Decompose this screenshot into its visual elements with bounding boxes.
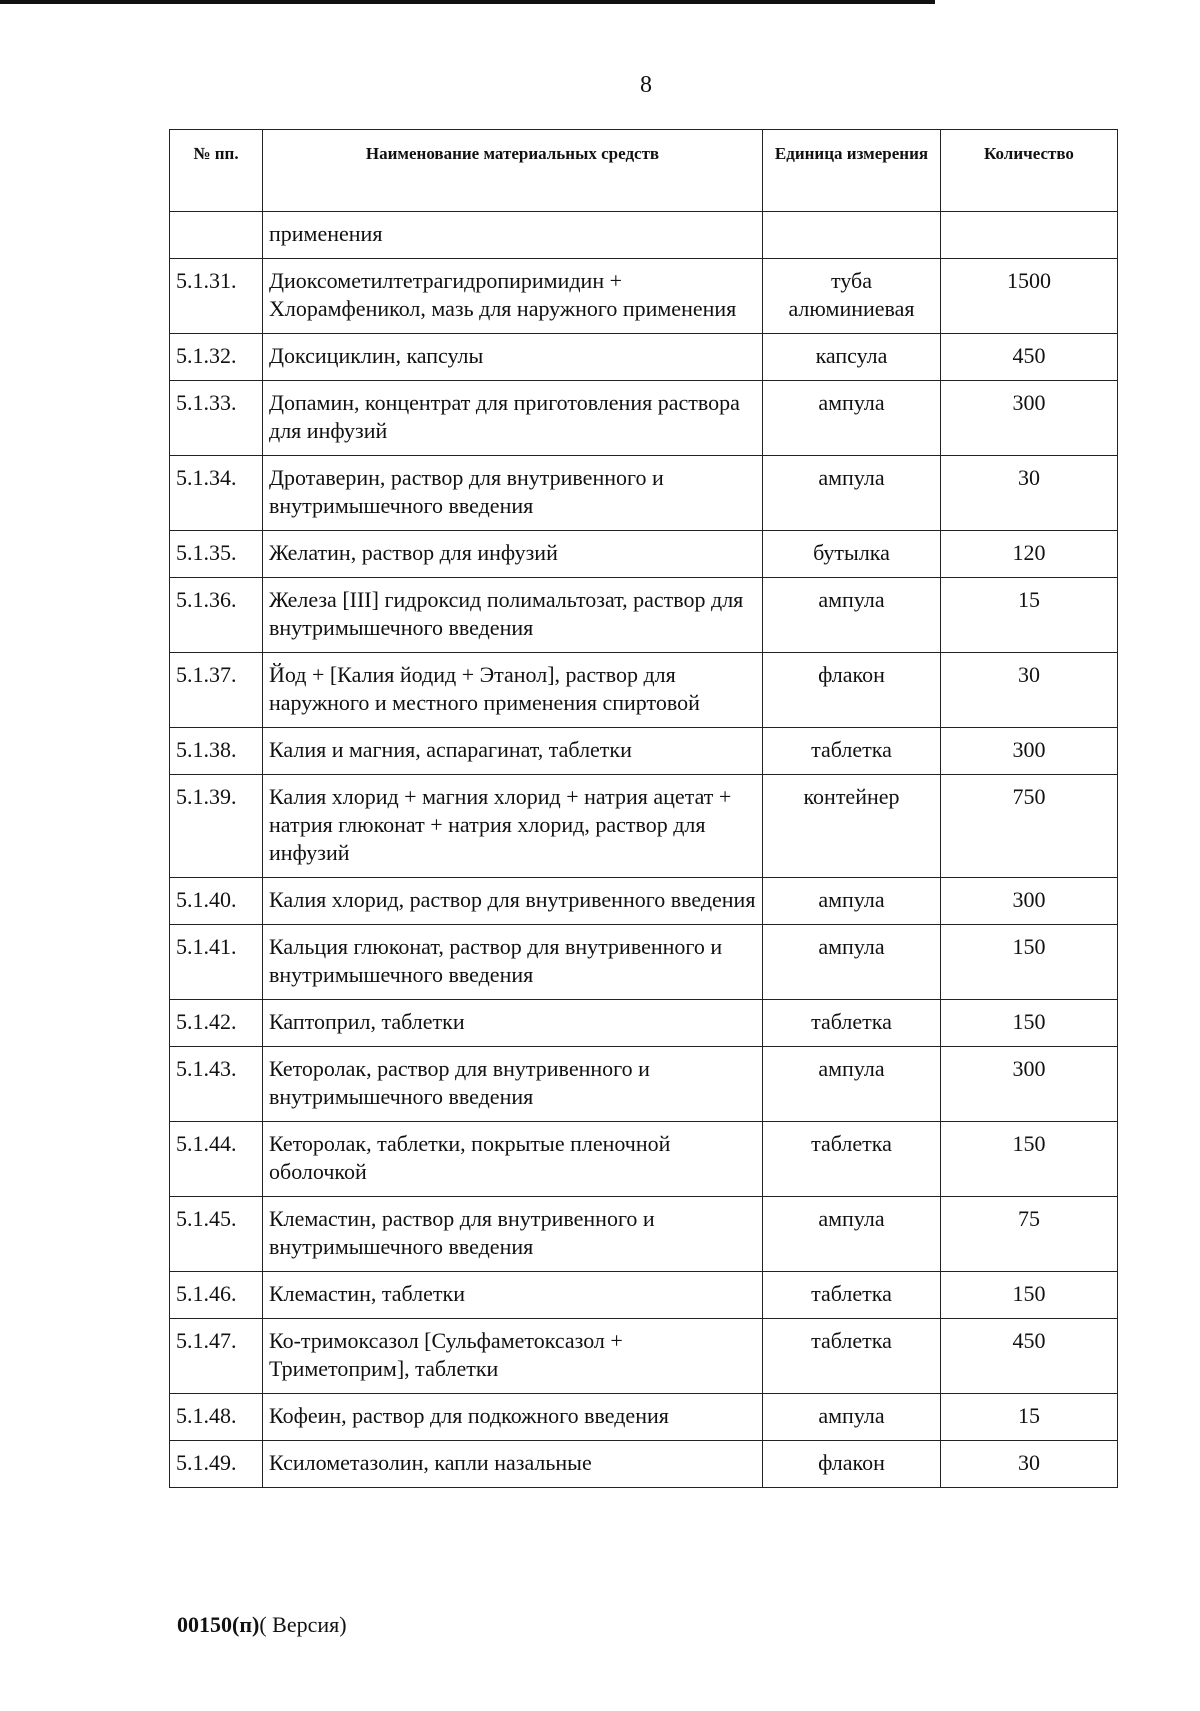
table-row — [170, 531, 1118, 578]
cell-unit: флакон — [763, 1441, 941, 1488]
cell-num: 5.1.36. — [170, 578, 263, 653]
table-body — [170, 212, 1118, 1488]
table-row — [170, 456, 1118, 531]
table-row — [170, 334, 1118, 381]
cell-name: Железа [III] гидроксид полимальтозат, раствор для внутримышечного введения — [263, 578, 763, 653]
table-row — [170, 1441, 1118, 1488]
table-row — [170, 775, 1118, 878]
cell-num: 5.1.39. — [170, 775, 263, 878]
cell-qty: 150 — [941, 1272, 1118, 1319]
cell-name: Кеторолак, таблетки, покрытые пленочной оболочкой — [263, 1122, 763, 1197]
cell-qty: 150 — [941, 1000, 1118, 1047]
header-unit: Единица измерения — [763, 130, 941, 212]
table-row — [170, 878, 1118, 925]
cell-name: Каптоприл, таблетки — [263, 1000, 763, 1047]
cell-name: Йод + [Калия йодид + Этанол], раствор для наружного и местного применения спиртовой — [263, 653, 763, 728]
table-row — [170, 1272, 1118, 1319]
cell-num: 5.1.46. — [170, 1272, 263, 1319]
cell-name: Кеторолак, раствор для внутривенного и внутримышечного введения — [263, 1047, 763, 1122]
cell-name: Клемастин, раствор для внутривенного и внутримышечного введения — [263, 1197, 763, 1272]
cell-unit: ампула — [763, 878, 941, 925]
table-row — [170, 1394, 1118, 1441]
top-rule — [0, 0, 935, 4]
cell-num: 5.1.34. — [170, 456, 263, 531]
cell-unit — [763, 212, 941, 259]
cell-num — [170, 212, 263, 259]
table-row — [170, 925, 1118, 1000]
cell-num: 5.1.43. — [170, 1047, 263, 1122]
cell-qty: 300 — [941, 1047, 1118, 1122]
materials-table — [169, 129, 1118, 1488]
cell-qty: 150 — [941, 925, 1118, 1000]
table-header-row — [170, 130, 1118, 212]
cell-qty: 300 — [941, 728, 1118, 775]
cell-unit: ампула — [763, 1047, 941, 1122]
table-row — [170, 1000, 1118, 1047]
cell-qty: 30 — [941, 653, 1118, 728]
cell-unit: ампула — [763, 1197, 941, 1272]
cell-unit: туба алюминиевая — [763, 259, 941, 334]
table-row — [170, 1122, 1118, 1197]
cell-name: Калия и магния, аспарагинат, таблетки — [263, 728, 763, 775]
cell-num: 5.1.44. — [170, 1122, 263, 1197]
cell-qty: 300 — [941, 381, 1118, 456]
cell-qty: 15 — [941, 578, 1118, 653]
cell-name: Кальция глюконат, раствор для внутривенного и внутримышечного введения — [263, 925, 763, 1000]
cell-unit: ампула — [763, 381, 941, 456]
cell-num: 5.1.40. — [170, 878, 263, 925]
cell-qty: 75 — [941, 1197, 1118, 1272]
page-number: 8 — [640, 72, 652, 98]
cell-name: Калия хлорид, раствор для внутривенного введения — [263, 878, 763, 925]
table-row — [170, 1047, 1118, 1122]
cell-qty: 450 — [941, 1319, 1118, 1394]
cell-unit: таблетка — [763, 728, 941, 775]
cell-name: применения — [263, 212, 763, 259]
table-row — [170, 653, 1118, 728]
cell-qty: 30 — [941, 1441, 1118, 1488]
cell-unit: ампула — [763, 456, 941, 531]
cell-name: Ко-тримоксазол [Сульфаметоксазол + Триметоприм], таблетки — [263, 1319, 763, 1394]
cell-qty: 30 — [941, 456, 1118, 531]
table-row — [170, 259, 1118, 334]
cell-num: 5.1.45. — [170, 1197, 263, 1272]
cell-name: Калия хлорид + магния хлорид + натрия ацетат + натрия глюконат + натрия хлорид, раствор для инфузий — [263, 775, 763, 878]
cell-name: Клемастин, таблетки — [263, 1272, 763, 1319]
cell-num: 5.1.42. — [170, 1000, 263, 1047]
cell-name: Допамин, концентрат для приготовления раствора для инфузий — [263, 381, 763, 456]
cell-num: 5.1.35. — [170, 531, 263, 578]
cell-name: Дротаверин, раствор для внутривенного и внутримышечного введения — [263, 456, 763, 531]
document-version: ( Версия) — [259, 1612, 347, 1637]
header-num: № пп. — [170, 130, 263, 212]
cell-unit: капсула — [763, 334, 941, 381]
header-qty: Количество — [941, 130, 1118, 212]
cell-unit: контейнер — [763, 775, 941, 878]
cell-unit: таблетка — [763, 1272, 941, 1319]
cell-name: Кофеин, раствор для подкожного введения — [263, 1394, 763, 1441]
cell-num: 5.1.41. — [170, 925, 263, 1000]
table-row — [170, 1197, 1118, 1272]
cell-num: 5.1.47. — [170, 1319, 263, 1394]
cell-qty: 300 — [941, 878, 1118, 925]
cell-name: Ксилометазолин, капли назальные — [263, 1441, 763, 1488]
cell-qty — [941, 212, 1118, 259]
cell-name: Желатин, раствор для инфузий — [263, 531, 763, 578]
table-row — [170, 1319, 1118, 1394]
cell-qty: 120 — [941, 531, 1118, 578]
cell-num: 5.1.48. — [170, 1394, 263, 1441]
cell-qty: 450 — [941, 334, 1118, 381]
cell-unit: таблетка — [763, 1000, 941, 1047]
cell-unit: флакон — [763, 653, 941, 728]
cell-num: 5.1.31. — [170, 259, 263, 334]
cell-name: Диоксометилтетрагидропиримидин + Хлорамфеникол, мазь для наружного применения — [263, 259, 763, 334]
table-row — [170, 381, 1118, 456]
cell-unit: таблетка — [763, 1122, 941, 1197]
cell-num: 5.1.49. — [170, 1441, 263, 1488]
cell-qty: 15 — [941, 1394, 1118, 1441]
cell-num: 5.1.37. — [170, 653, 263, 728]
cell-unit: бутылка — [763, 531, 941, 578]
cell-qty: 1500 — [941, 259, 1118, 334]
header-name: Наименование материальных средств — [263, 130, 763, 212]
document-footer — [177, 1612, 347, 1638]
cell-num: 5.1.33. — [170, 381, 263, 456]
cell-unit: ампула — [763, 925, 941, 1000]
cell-qty: 150 — [941, 1122, 1118, 1197]
table-row — [170, 212, 1118, 259]
table-row — [170, 578, 1118, 653]
cell-qty: 750 — [941, 775, 1118, 878]
cell-num: 5.1.32. — [170, 334, 263, 381]
cell-num: 5.1.38. — [170, 728, 263, 775]
table-row — [170, 728, 1118, 775]
cell-unit: ампула — [763, 578, 941, 653]
cell-unit: таблетка — [763, 1319, 941, 1394]
document-code: 00150(п) — [177, 1612, 260, 1637]
cell-name: Доксициклин, капсулы — [263, 334, 763, 381]
cell-unit: ампула — [763, 1394, 941, 1441]
